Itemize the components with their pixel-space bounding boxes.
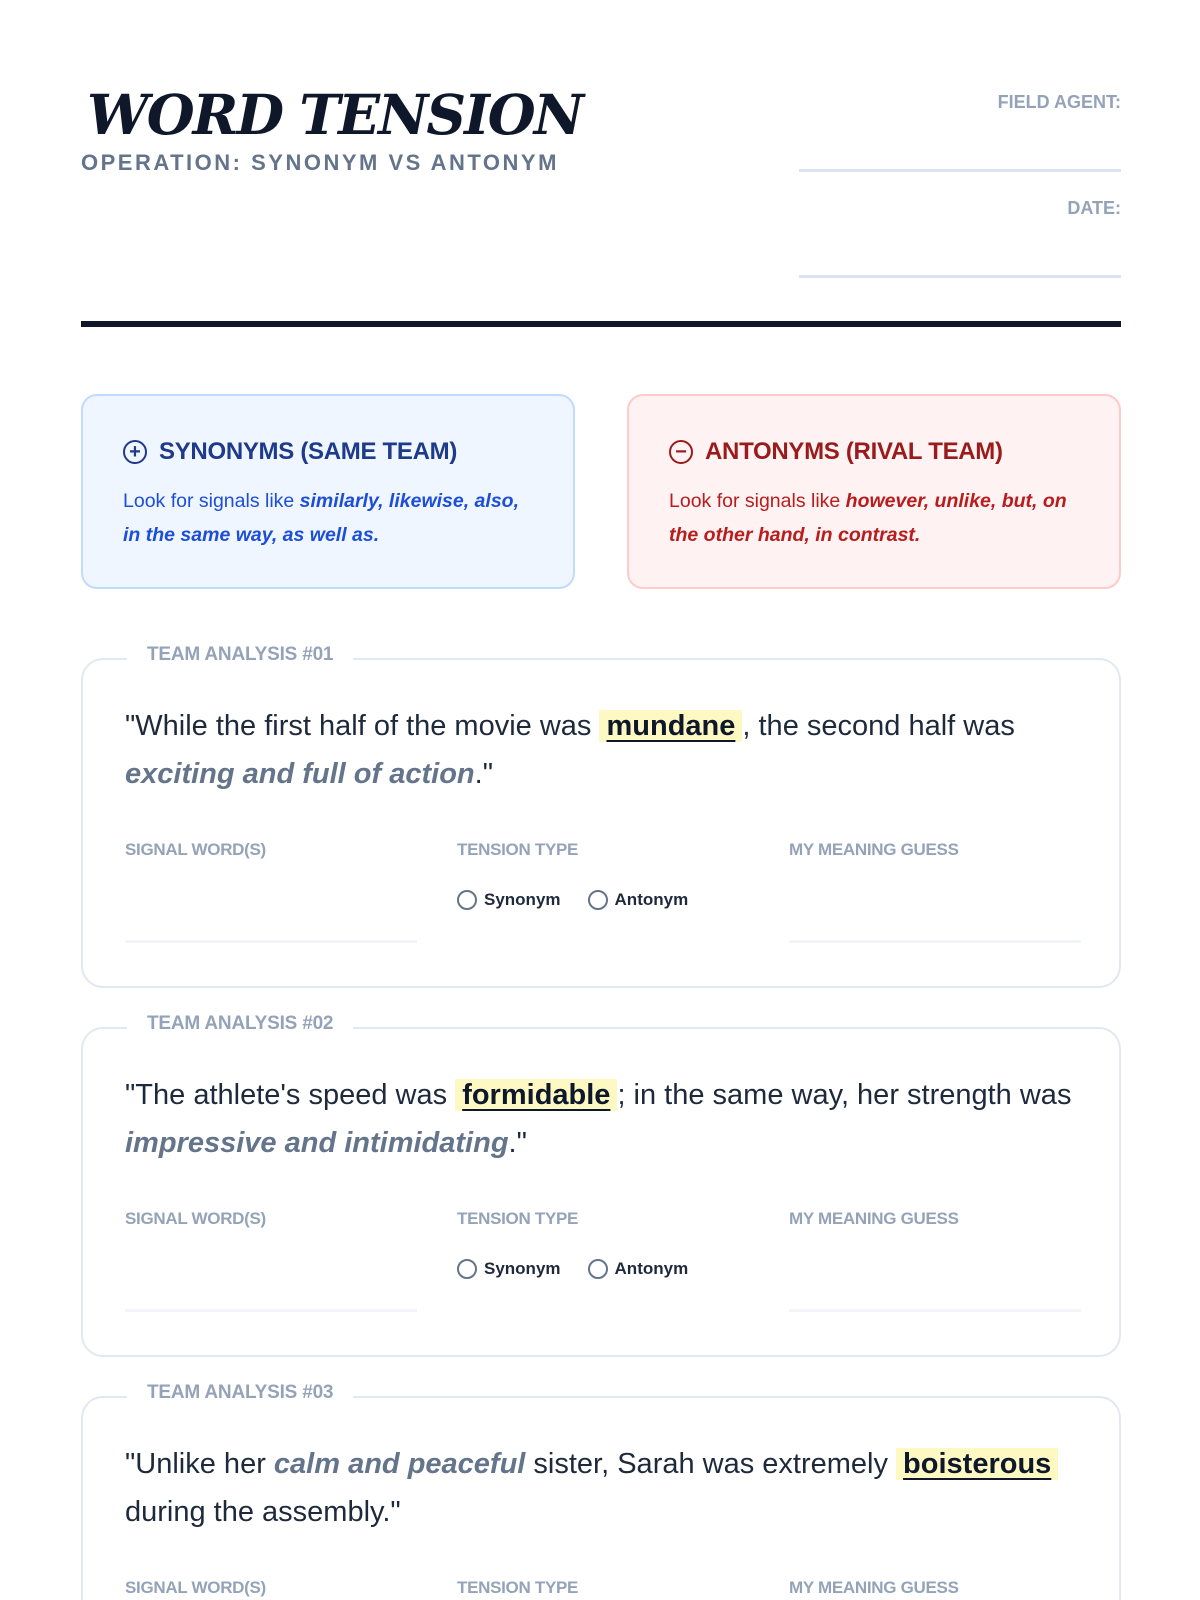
sentence-text: ; in the same way, her strength was: [617, 1079, 1072, 1111]
tension-type-options: [457, 890, 715, 910]
sentence-text: "The athlete's speed was: [125, 1079, 456, 1111]
target-word: boisterous: [896, 1448, 1058, 1480]
date-input-line[interactable]: [799, 275, 1121, 278]
meaning-guess-label: MY MEANING GUESS: [789, 840, 959, 859]
signal-words-label: SIGNAL WORD(S): [125, 1209, 266, 1228]
synonym-option[interactable]: [457, 1259, 561, 1279]
sentence-text: sister, Sarah was extremely: [525, 1448, 897, 1480]
page-subtitle: OPERATION: SYNONYM VS ANTONYM: [81, 150, 559, 175]
meaning-guess-label: MY MEANING GUESS: [789, 1209, 959, 1228]
synonyms-signal-words: similarly, likewise, also, in the same way, as well as.: [123, 490, 519, 546]
context-clue: calm and peaceful: [273, 1448, 526, 1480]
signal-words-label: SIGNAL WORD(S): [125, 840, 266, 859]
page-title: WORD TENSION: [87, 82, 582, 147]
antonyms-card-title: ANTONYMS (RIVAL TEAM): [705, 438, 1003, 465]
antonyms-signal-words: however, unlike, but, on the other hand, in contrast.: [669, 490, 1067, 546]
team-analysis-label: TEAM ANALYSIS #03: [127, 1382, 353, 1404]
antonym-option[interactable]: [588, 890, 689, 910]
antonyms-info-card: [627, 394, 1121, 589]
tension-type-label: TENSION TYPE: [457, 1578, 579, 1597]
antonym-option-label: Antonym: [614, 890, 689, 909]
sentence-text: "Unlike her: [125, 1448, 274, 1480]
antonym-option[interactable]: [588, 1259, 689, 1279]
synonyms-card-body: [123, 484, 533, 552]
signal-words-input-line[interactable]: [125, 1309, 417, 1312]
meaning-guess-input-line[interactable]: [789, 1309, 1081, 1312]
target-word: formidable: [455, 1079, 617, 1111]
synonyms-card-title: SYNONYMS (SAME TEAM): [159, 438, 458, 465]
team-analysis-label: TEAM ANALYSIS #02: [127, 1013, 353, 1035]
radio-circle-icon[interactable]: [588, 1259, 608, 1279]
synonym-option-label: Synonym: [484, 1259, 561, 1278]
team-analysis-card: [81, 1013, 1121, 1357]
antonyms-card-body: [669, 484, 1079, 552]
sentence-text: , the second half was: [742, 710, 1015, 742]
sentence-text: "While the first half of the movie was: [125, 710, 600, 742]
sentence-text: .": [508, 1127, 527, 1159]
analysis-sentence: [125, 1071, 1085, 1167]
synonym-option[interactable]: [457, 890, 561, 910]
meaning-guess-label: MY MEANING GUESS: [789, 1578, 959, 1597]
meaning-guess-input-line[interactable]: [789, 940, 1081, 943]
field-agent-label: FIELD AGENT:: [997, 92, 1121, 112]
radio-circle-icon[interactable]: [457, 890, 477, 910]
analysis-sentence: [125, 702, 1085, 798]
sentence-text: .": [474, 758, 493, 790]
synonyms-lead-text: Look for signals like: [123, 490, 300, 512]
antonyms-lead-text: Look for signals like: [669, 490, 846, 512]
synonym-option-label: Synonym: [484, 890, 561, 909]
plus-circle-icon: +: [123, 440, 147, 464]
tension-type-options: [457, 1259, 715, 1279]
minus-circle-icon: −: [669, 440, 693, 464]
synonyms-info-card: [81, 394, 575, 589]
antonym-option-label: Antonym: [614, 1259, 689, 1278]
tension-type-label: TENSION TYPE: [457, 1209, 579, 1228]
tension-type-label: TENSION TYPE: [457, 840, 579, 859]
worksheet-header: [81, 80, 1121, 330]
target-word: mundane: [599, 710, 742, 742]
radio-circle-icon[interactable]: [588, 890, 608, 910]
team-analysis-card: [81, 1382, 1121, 1600]
context-clue: exciting and full of action: [125, 758, 475, 790]
team-analysis-label: TEAM ANALYSIS #01: [127, 644, 353, 666]
team-analysis-card: [81, 644, 1121, 988]
signal-words-label: SIGNAL WORD(S): [125, 1578, 266, 1597]
header-divider: [81, 321, 1121, 327]
field-agent-input-line[interactable]: [799, 169, 1121, 172]
signal-words-input-line[interactable]: [125, 940, 417, 943]
radio-circle-icon[interactable]: [457, 1259, 477, 1279]
date-label: DATE:: [1067, 198, 1121, 218]
context-clue: impressive and intimidating: [125, 1127, 509, 1159]
analysis-sentence: [125, 1440, 1085, 1536]
sentence-text: during the assembly.": [125, 1496, 401, 1528]
